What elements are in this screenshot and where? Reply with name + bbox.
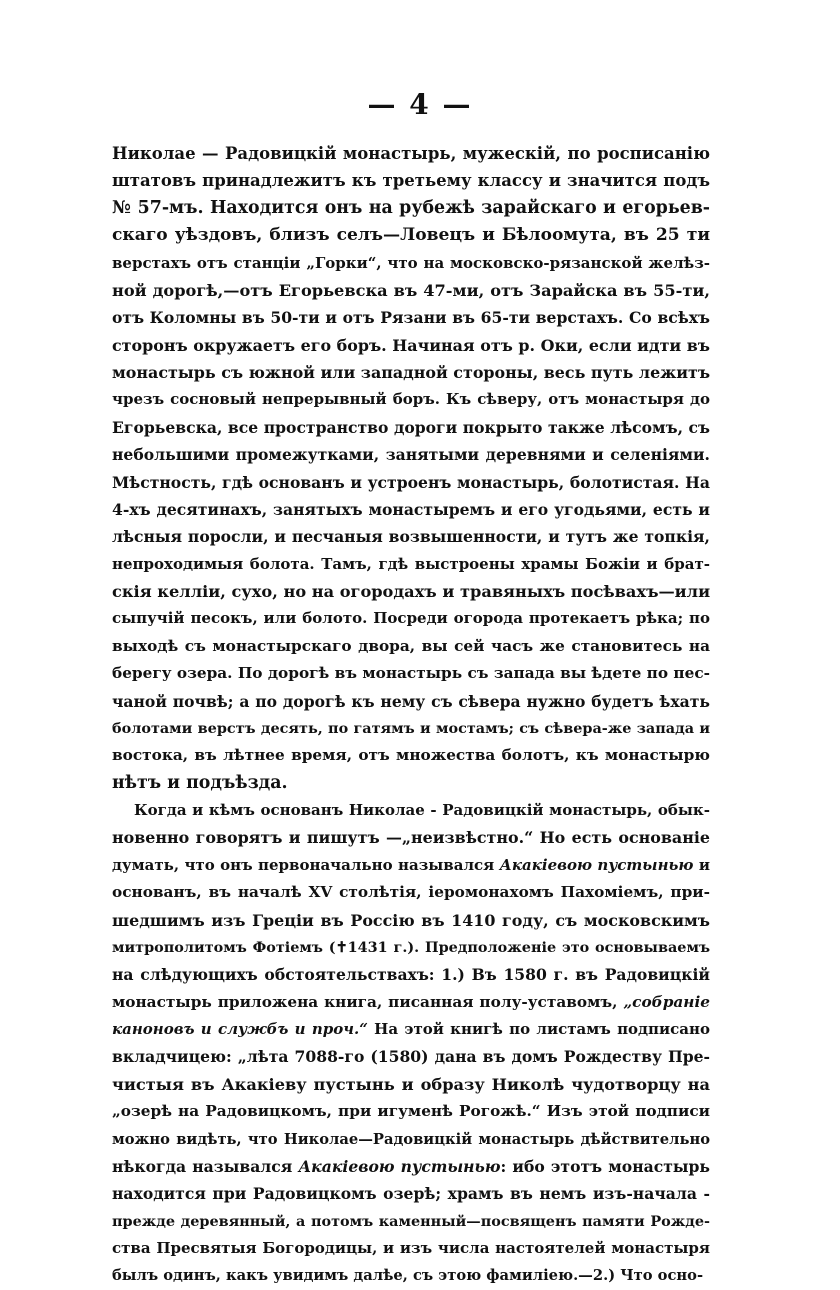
- text-line: находится при Радовицкомъ озерѣ; храмъ въ немъ изъ-начала -: [112, 1184, 710, 1204]
- text-line: основанъ, въ началѣ XV столѣтія, іеромонахомъ Пахоміемъ, при-: [112, 883, 710, 902]
- italic-term: Акакіевою пустынью: [298, 1156, 501, 1176]
- text-line: сторонъ окружаетъ его боръ. Начиная отъ р. Оки, если идти въ: [112, 335, 710, 355]
- text-line: [112, 1153, 710, 1180]
- text-fragment: думать, что онъ первоначально назывался: [112, 855, 495, 874]
- text-line: Когда и кѣмъ основанъ Николае - Радовицкій монастырь, обык-: [134, 801, 710, 819]
- text-line: митрополитомъ Фотіемъ (✝1431 г.). Предположеніе это основываемъ: [112, 938, 710, 956]
- text-line: ной дорогѣ,—отъ Егорьевска въ 47-ми, отъ Зарайска въ 55-ти,: [112, 280, 710, 300]
- italic-term: Акакіевою пустынью: [499, 855, 694, 874]
- text-line: выходѣ съ монастырскаго двора, вы сей часъ же становитесь на: [112, 636, 710, 655]
- text-fragment: и: [698, 855, 710, 874]
- text-line: верстахъ отъ станціи „Горки“, что на московско-рязанской желѣз-: [112, 253, 710, 272]
- text-line: скаго уѣздовъ, близъ селъ—Ловецъ и Бѣлоомута, въ 25 ти: [112, 225, 710, 246]
- text-line: „озерѣ на Радовицкомъ, при игуменѣ Рогожѣ.“ Изъ этой подписи: [112, 1102, 710, 1121]
- text-fragment: : ибо этотъ монастырь: [500, 1156, 710, 1176]
- text-line: чистыя въ Акакіеву пустынь и образу Николѣ чудотворцу на: [112, 1074, 710, 1094]
- text-line: отъ Коломны въ 50-ти и отъ Рязани въ 65-ти верстахъ. Со всѣхъ: [112, 308, 710, 328]
- text-line: вкладчицею: „лѣта 7088-го (1580) дана въ домъ Рождеству Пре-: [112, 1047, 710, 1067]
- text-line: ства Пресвятыя Богородицы, и изъ числа настоятелей монастыря: [112, 1239, 710, 1257]
- italic-term: каноновъ и службъ и проч.“: [112, 1020, 368, 1038]
- text-line: Мѣстность, гдѣ основанъ и устроенъ монастырь, болотистая. На: [112, 472, 710, 492]
- text-line: сыпучій песокъ, или болото. Посреди огорода протекаетъ рѣка; по: [112, 609, 710, 628]
- text-line: чаной почвѣ; а по дорогѣ къ нему съ сѣвера нужно будетъ ѣхать: [112, 691, 710, 711]
- text-line: на слѣдующихъ обстоятельствахъ: 1.) Въ 1580 г. въ Радовицкій: [112, 965, 710, 985]
- page-number: — 4 —: [367, 88, 473, 121]
- text-fragment: На этой книгѣ по листамъ подписано: [374, 1020, 710, 1038]
- text-line: 4-хъ десятинахъ, занятыхъ монастыремъ и его угодьями, есть и: [112, 499, 710, 519]
- text-line: берегу озера. По дорогѣ въ монастырь съ запада вы ѣдете по пес-: [112, 664, 710, 683]
- text-line: прежде деревянный, а потомъ каменный—посвященъ памяти Рожде-: [112, 1212, 710, 1230]
- text-line: чрезъ сосновый непрерывный боръ. Къ сѣверу, отъ монастыря до: [112, 390, 710, 409]
- text-line: востока, въ лѣтнее время, отъ множества болотъ, къ монастырю: [112, 746, 710, 765]
- text-line: Егорьевска, все пространство дороги покрыто также лѣсомъ, съ: [112, 417, 710, 437]
- text-line: шедшимъ изъ Греціи въ Россію въ 1410 году, съ московскимъ: [112, 910, 710, 930]
- text-line: нѣтъ и подъѣзда.: [112, 772, 288, 793]
- text-line: Николае — Радовицкій монастырь, мужескій, по росписанію: [112, 144, 710, 163]
- text-line: скія келліи, сухо, но на огородахъ и травяныхъ посѣвахъ—или: [112, 582, 711, 601]
- text-line: № 57-мъ. Находится онъ на рубежѣ зарайскаго и егорьев-: [112, 197, 710, 218]
- body-text: [112, 140, 710, 1290]
- text-line: [112, 989, 710, 1016]
- text-line: былъ одинъ, какъ увидимъ далѣе, съ этою фамиліею.—2.) Что осно-: [112, 1267, 704, 1285]
- text-line: можно видѣть, что Николае—Радовицкій монастырь дѣйствительно: [112, 1130, 710, 1148]
- text-line: лѣсныя поросли, и песчаныя возвышенности, и тутъ же топкія,: [112, 527, 710, 547]
- text-line: штатовъ принадлежитъ къ третьему классу и значится подъ: [112, 171, 710, 191]
- text-line: небольшими промежутками, занятыми деревнями и селеніями.: [112, 445, 710, 465]
- text-line: [112, 1016, 710, 1043]
- italic-term: „собраніе: [623, 992, 710, 1011]
- text-line: [112, 852, 710, 879]
- text-line: непроходимыя болота. Тамъ, гдѣ выстроены храмы Божіи и брат-: [112, 554, 710, 573]
- text-line: монастырь съ южной или западной стороны, весь путь лежитъ: [112, 363, 711, 382]
- text-line: болотами верстъ десять, по гатямъ и мостамъ; съ сѣвера-же запада и: [112, 719, 710, 737]
- text-fragment: монастырь приложена книга, писанная полу-уставомъ,: [112, 992, 618, 1011]
- text-fragment: нѣкогда назывался: [112, 1156, 293, 1176]
- text-line: новенно говорятъ и пишутъ —„неизвѣстно.“ Но есть основаніе: [112, 828, 710, 848]
